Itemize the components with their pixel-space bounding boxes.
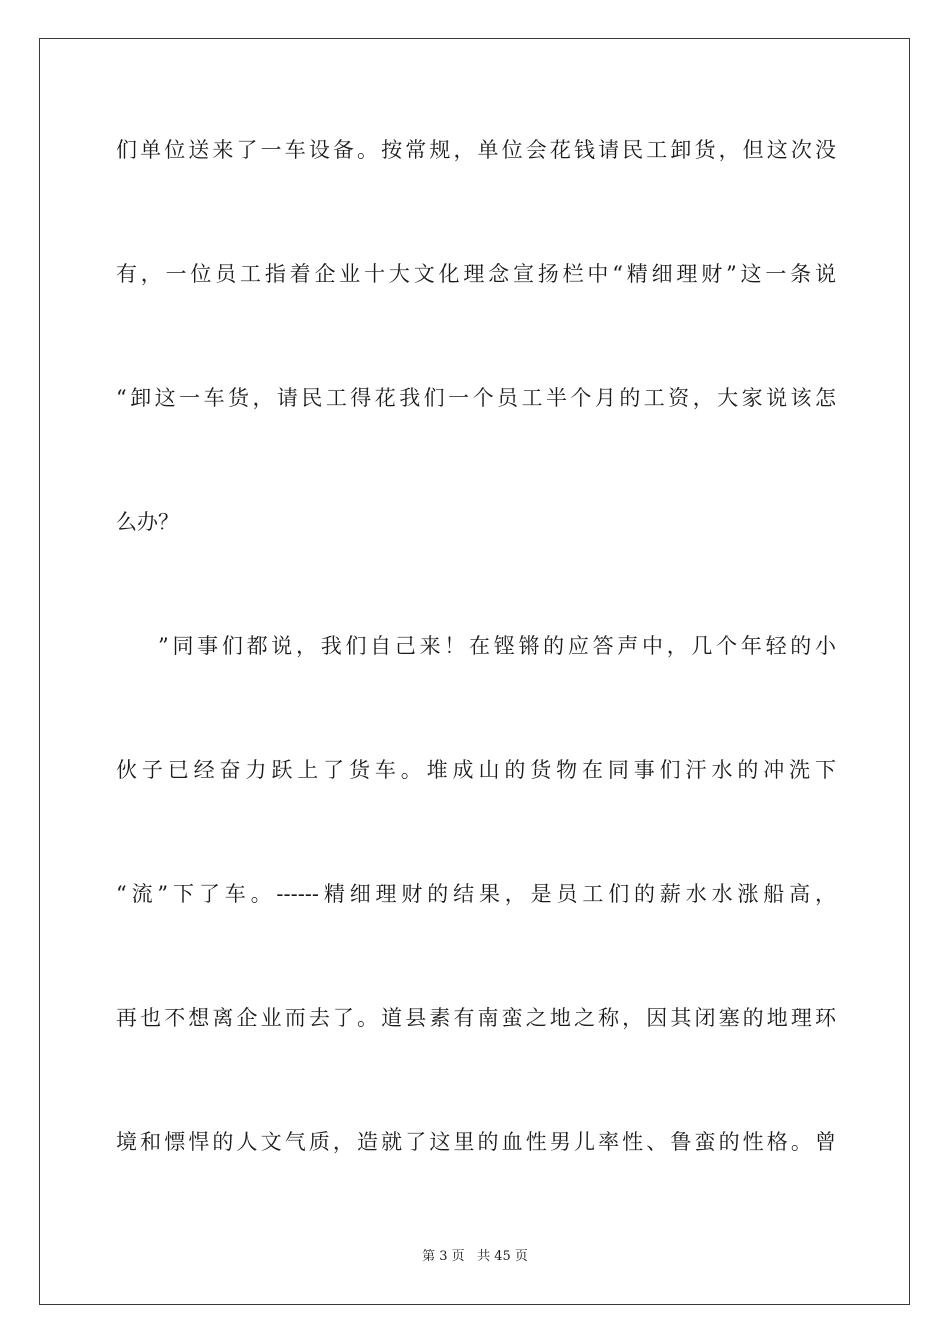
- text-line: 有，一位员工指着企业十大文化理念宣扬栏中“精细理财”这一条说: [116, 262, 836, 286]
- text-line: ”同事们都说，我们自己来！在铿锵的应答声中，几个年轻的小: [158, 634, 836, 658]
- text-line: 伙子已经奋力跃上了货车。堆成山的货物在同事们汗水的冲洗下: [116, 758, 836, 782]
- page-total: 共 45 页: [477, 1249, 528, 1264]
- text-line: “流”下了车。------精细理财的结果，是员工们的薪水水涨船高，: [116, 882, 836, 906]
- text-line: 境和慓悍的人文气质，造就了这里的血性男儿率性、鲁蛮的性格。曾: [116, 1130, 836, 1154]
- text-line: 们单位送来了一车设备。按常规，单位会花钱请民工卸货，但这次没: [116, 138, 836, 162]
- text-line: “卸这一车货，请民工得花我们一个员工半个月的工资，大家说该怎: [116, 386, 836, 410]
- page-number: 第 3 页: [422, 1249, 465, 1264]
- page-border: [39, 38, 910, 1305]
- text-line: 再也不想离企业而去了。道县素有南蛮之地之称，因其闭塞的地理环: [116, 1006, 836, 1030]
- text-line: 么办？: [116, 510, 179, 534]
- page-footer: [0, 1247, 950, 1267]
